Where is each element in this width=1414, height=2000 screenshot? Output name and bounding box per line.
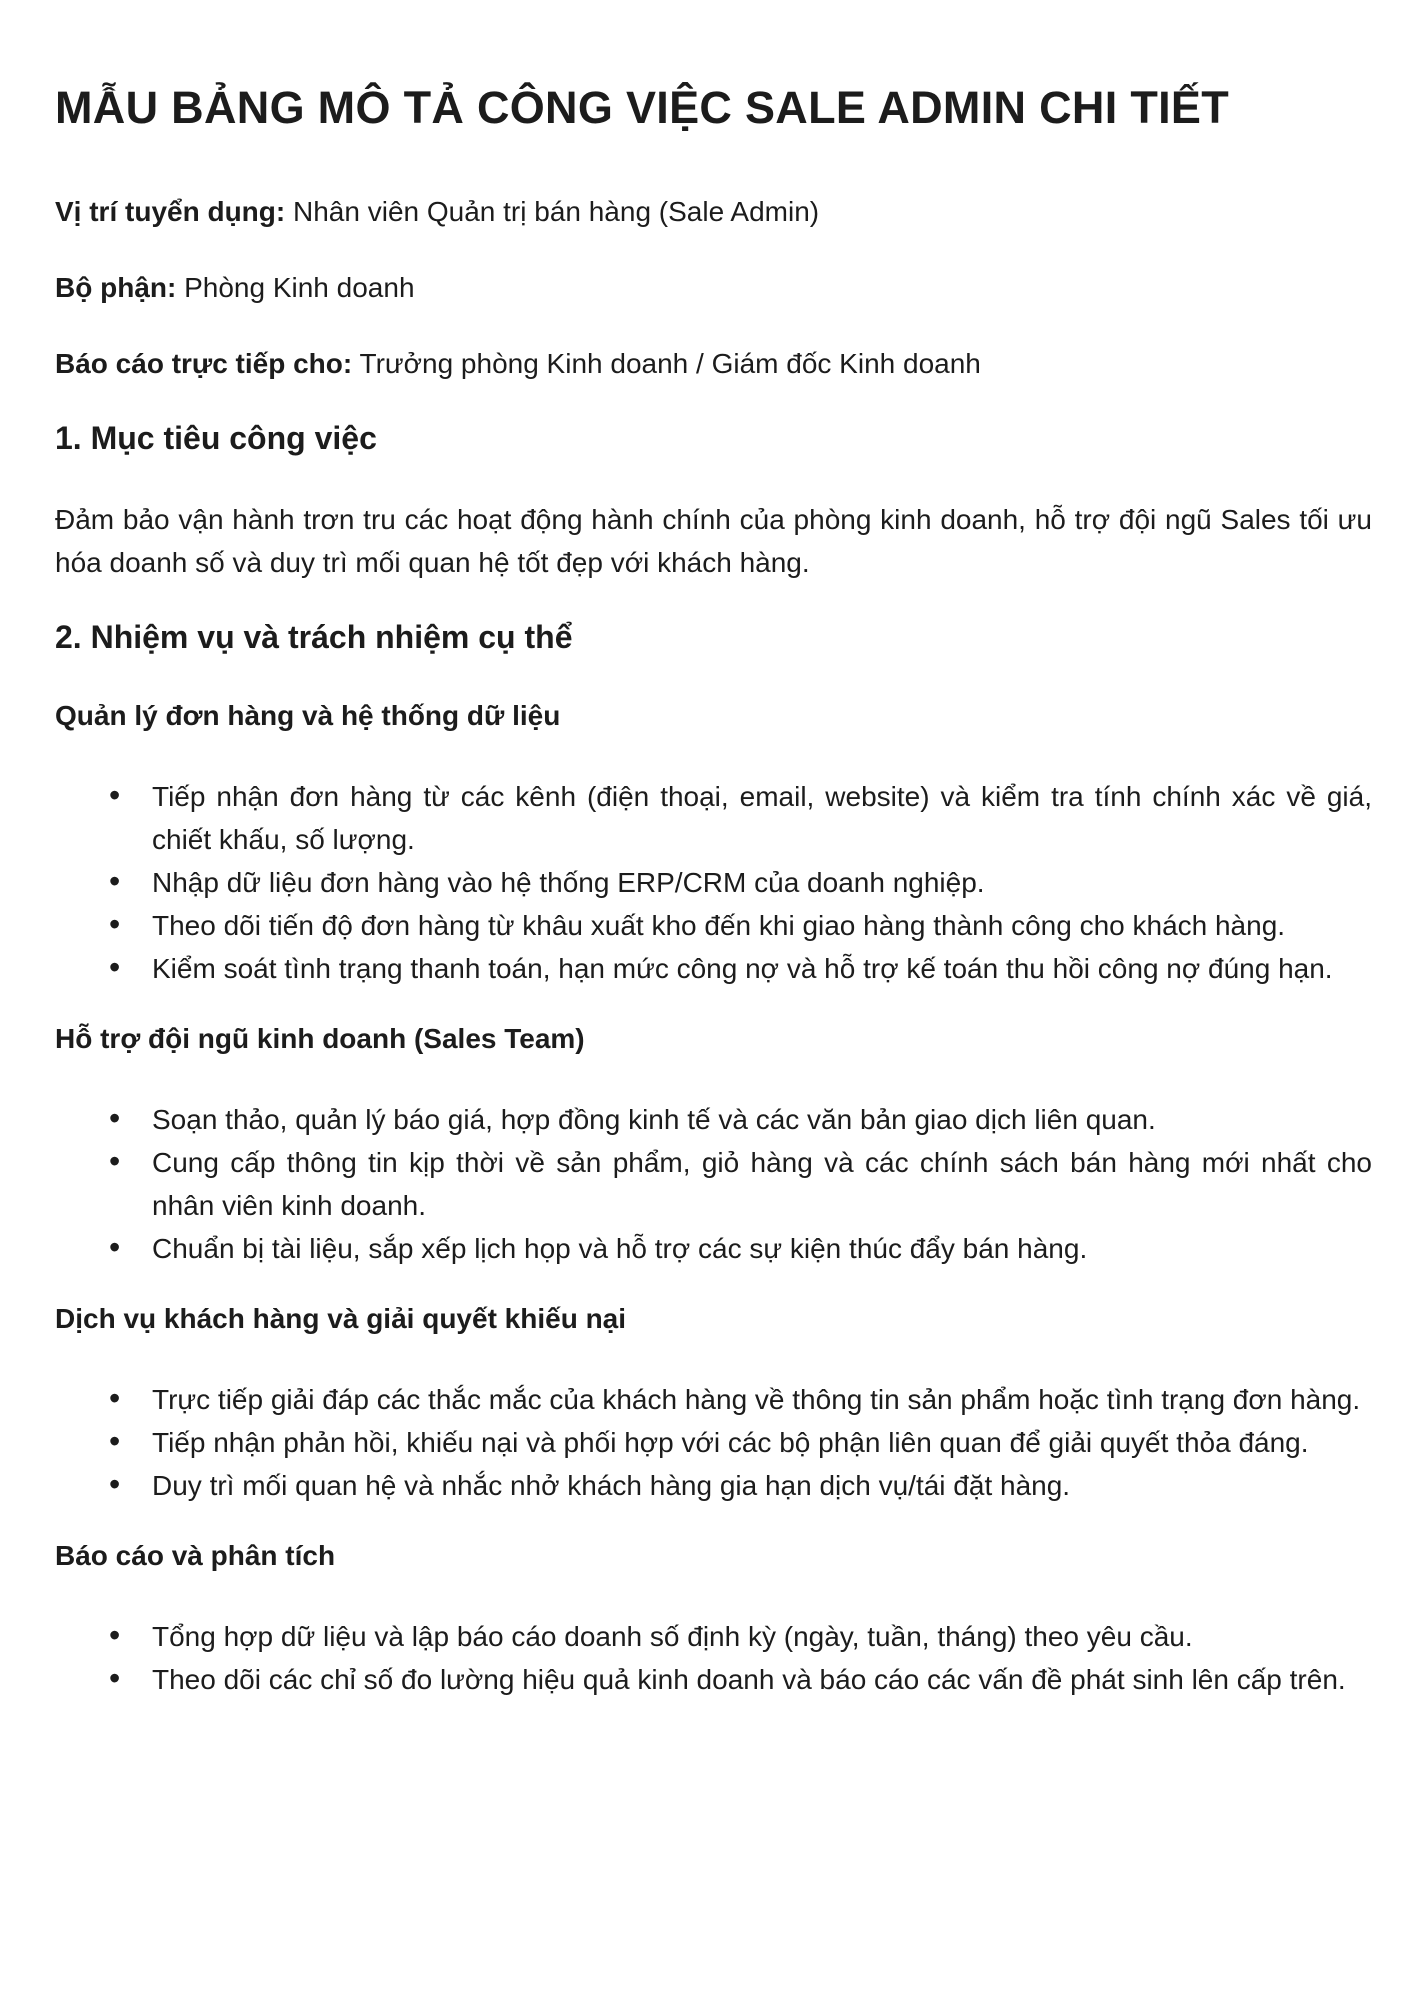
section-1-heading: 1. Mục tiêu công việc [55,420,377,457]
meta-position-value: Nhân viên Quản trị bán hàng (Sale Admin) [293,196,820,228]
list-item: • Trực tiếp giải đáp các thắc mắc của khách hàng về thông tin sản phẩm hoặc tình trạng đơn hàng. [55,1378,1372,1421]
list-item: • Kiểm soát tình trạng thanh toán, hạn mức công nợ và hỗ trợ kế toán thu hồi công nợ đúng hạn. [55,947,1372,990]
list-item: • Tiếp nhận đơn hàng từ các kênh (điện thoại, email, website) và kiểm tra tính chính xác về giá, chiết khấu, số lượng. [55,775,1372,861]
list-item: • Tổng hợp dữ liệu và lập báo cáo doanh số định kỳ (ngày, tuần, tháng) theo yêu cầu. [55,1615,1372,1658]
list-item: • Theo dõi các chỉ số đo lường hiệu quả kinh doanh và báo cáo các vấn đề phát sinh lên cấp trên. [55,1658,1372,1701]
meta-department [55,266,1372,309]
document-title: MẪU BẢNG MÔ TẢ CÔNG VIỆC SALE ADMIN CHI TIẾT [55,82,1230,133]
sales-team-support-list [55,1098,1372,1270]
subsection-sales-team-support-heading: Hỗ trợ đội ngũ kinh doanh (Sales Team) [55,1023,585,1055]
meta-report-to-value: Trưởng phòng Kinh doanh / Giám đốc Kinh doanh [359,348,981,380]
list-item: • Chuẩn bị tài liệu, sắp xếp lịch họp và hỗ trợ các sự kiện thúc đẩy bán hàng. [55,1227,1372,1270]
meta-position-label: Vị trí tuyển dụng: [55,196,286,228]
meta-department-label: Bộ phận: [55,272,177,304]
meta-position [55,190,1372,233]
list-item: • Theo dõi tiến độ đơn hàng từ khâu xuất kho đến khi giao hàng thành công cho khách hàng. [55,904,1372,947]
subsection-customer-service-heading: Dịch vụ khách hàng và giải quyết khiếu nại [55,1303,627,1335]
customer-service-list [55,1378,1372,1507]
list-item: • Cung cấp thông tin kịp thời về sản phẩm, giỏ hàng và các chính sách bán hàng mới nhất cho nhân viên kinh doanh. [55,1141,1372,1227]
section-2-heading: 2. Nhiệm vụ và trách nhiệm cụ thể [55,619,573,656]
list-item: • Tiếp nhận phản hồi, khiếu nại và phối hợp với các bộ phận liên quan để giải quyết thỏa đáng. [55,1421,1372,1464]
list-item: • Nhập dữ liệu đơn hàng vào hệ thống ERP/CRM của doanh nghiệp. [55,861,1372,904]
meta-report-to [55,342,1372,385]
reporting-list [55,1615,1372,1701]
subsection-order-management-heading: Quản lý đơn hàng và hệ thống dữ liệu [55,700,561,732]
section-1-paragraph: Đảm bảo vận hành trơn tru các hoạt động hành chính của phòng kinh doanh, hỗ trợ đội ngũ Sales tối ưu hóa doanh số và duy trì mối quan hệ tốt đẹp với khách hàng. [55,504,1372,579]
list-item: • Soạn thảo, quản lý báo giá, hợp đồng kinh tế và các văn bản giao dịch liên quan. [55,1098,1372,1141]
meta-department-value: Phòng Kinh doanh [184,272,415,304]
subsection-reporting-heading: Báo cáo và phân tích [55,1540,336,1572]
meta-report-to-label: Báo cáo trực tiếp cho: [55,348,353,380]
order-management-list [55,775,1372,990]
list-item: • Duy trì mối quan hệ và nhắc nhở khách hàng gia hạn dịch vụ/tái đặt hàng. [55,1464,1372,1507]
